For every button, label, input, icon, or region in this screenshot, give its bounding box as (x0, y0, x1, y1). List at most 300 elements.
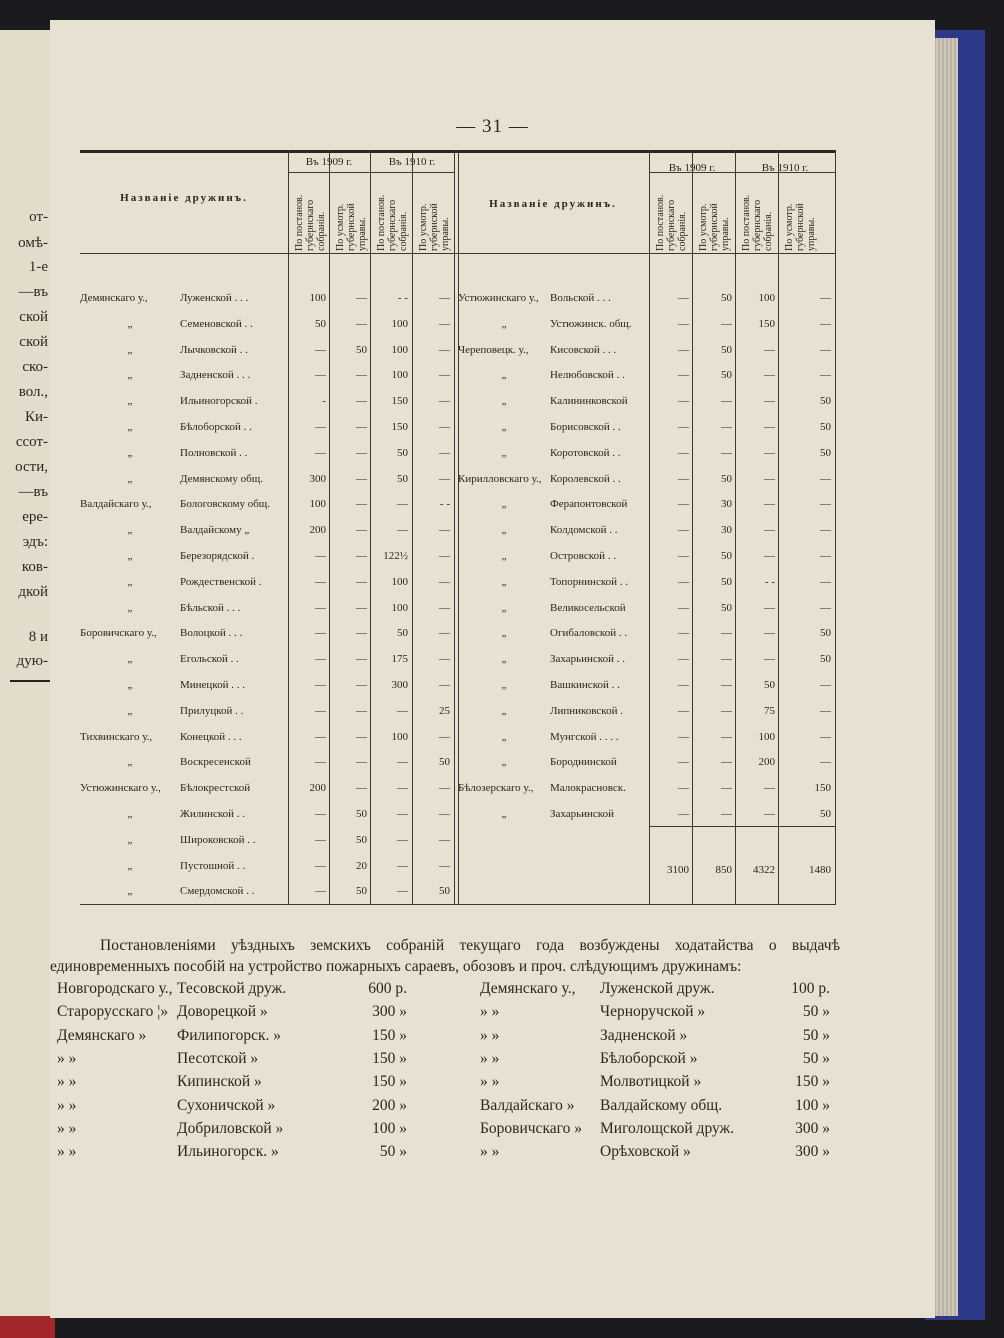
value-cell: — (678, 421, 689, 433)
brigades-table (80, 150, 835, 905)
brigade-name-cell: Рождественской . (180, 575, 262, 588)
value-cell: — (764, 627, 775, 640)
brigade-name-cell: Великосельской (550, 601, 626, 614)
facing-page-fragment: ско- (22, 359, 48, 375)
value-cell: 100 (391, 369, 408, 382)
grant-amount: 100 » (372, 1119, 407, 1137)
district-cell: „ (127, 653, 133, 666)
value-cell: 50 (356, 833, 367, 846)
value-cell: — (315, 627, 326, 640)
brigade-name-cell: Конецкой . . . (180, 730, 242, 743)
grant-brigade: Задненской » (600, 1026, 688, 1044)
value-cell: — (820, 498, 831, 511)
value-cell: — (356, 498, 367, 511)
district-cell: „ (127, 369, 133, 382)
value-cell: — (764, 524, 775, 537)
value-cell: — (439, 446, 450, 459)
grant-amount: 150 » (372, 1049, 407, 1067)
value-cell: — (315, 808, 326, 820)
brigade-name-cell: Островской . . (550, 550, 616, 562)
value-cell: — (356, 575, 367, 588)
grant-amount: 50 » (802, 1026, 830, 1044)
value-cell: — (764, 653, 775, 666)
table-row (80, 653, 835, 678)
value-cell: — (678, 498, 689, 511)
value-cell: — (356, 756, 367, 769)
facing-page-fragment: ской (19, 309, 48, 325)
value-cell: — (820, 679, 831, 691)
facing-page-fragment: ской (19, 334, 48, 350)
facing-page-fragment: омѣ- (18, 235, 48, 251)
district-cell: „ (501, 421, 507, 433)
brigade-name-cell: Борисовской . . (550, 421, 621, 433)
value-cell: — (315, 421, 326, 433)
value-cell: — (678, 395, 689, 408)
value-cell: — (678, 627, 689, 640)
value-cell: 100 (758, 292, 775, 304)
district-cell: „ (501, 653, 507, 666)
value-cell: — (315, 730, 326, 743)
district-cell: „ (501, 550, 507, 562)
brigade-name-cell: Валдайскому „ (180, 524, 250, 537)
brigade-name-cell: Бѣлокрестской (180, 782, 251, 795)
brigade-name-cell: Широковской . . (180, 833, 256, 846)
table-row (80, 627, 835, 652)
grant-brigade: Добриловской » (177, 1119, 284, 1137)
facing-page-fragment: дкой (18, 584, 48, 600)
grant-brigade: Тесовской друж. (177, 980, 287, 997)
value-cell: — (397, 756, 408, 769)
page-number: — 31 — (456, 116, 529, 137)
value-cell: — (439, 292, 450, 304)
brigade-name-cell: Минецкой . . . (180, 679, 245, 691)
value-cell: — (678, 292, 689, 304)
district-cell: „ (127, 472, 133, 485)
facing-page-rule (10, 680, 50, 682)
value-cell: 100 (391, 317, 408, 330)
value-cell: - - (439, 498, 450, 511)
district-cell: „ (127, 575, 133, 588)
value-cell: — (764, 601, 775, 614)
value-cell: — (356, 317, 367, 330)
value-cell: — (356, 395, 367, 408)
year-1910-left: Въ 1910 г. (388, 156, 436, 168)
value-cell: — (439, 575, 450, 588)
value-cell: — (678, 782, 689, 795)
facing-page-red-edge (0, 1316, 55, 1338)
district-cell: „ (127, 395, 133, 408)
column-header: По усмотр. губернской управы. (698, 203, 731, 251)
value-cell: 50 (721, 550, 732, 562)
grant-district: » » (480, 1073, 500, 1091)
district-cell: „ (127, 317, 133, 330)
value-cell: — (356, 782, 367, 795)
value-cell: 50 (820, 653, 831, 666)
grant-district: Демянскаго у., (480, 980, 576, 997)
brigade-name-cell: Коротовской . . (550, 446, 621, 459)
district-cell: „ (501, 808, 507, 820)
table-row (80, 369, 835, 394)
value-cell: — (721, 627, 732, 640)
value-cell: 20 (356, 859, 367, 872)
value-cell: — (764, 808, 775, 820)
brigade-name-cell: Калининковской (550, 395, 628, 408)
district-cell: „ (127, 550, 133, 562)
grant-brigade: Валдайскому общ. (600, 1096, 723, 1114)
value-cell: — (315, 859, 326, 872)
value-cell: — (439, 730, 450, 743)
value-cell: 75 (764, 704, 775, 717)
grant-amount: 100 р. (791, 980, 830, 997)
brigade-name-cell: Кисовской . . . (550, 343, 617, 356)
value-cell: — (764, 782, 775, 795)
value-cell: — (315, 601, 326, 614)
value-cell: 100 (309, 292, 326, 304)
value-cell: 122½ (383, 550, 408, 562)
brigade-name-cell: Огибаловской . . (550, 627, 628, 640)
facing-page-fragment: 8 и (28, 629, 48, 645)
value-cell: — (397, 885, 408, 898)
grant-amount: 200 » (372, 1096, 407, 1114)
value-cell: — (678, 601, 689, 614)
district-cell: Валдайскаго у., (80, 498, 152, 511)
value-cell: — (820, 601, 831, 614)
value-cell: — (721, 808, 732, 820)
value-cell: 50 (764, 679, 775, 691)
value-cell: — (439, 524, 450, 537)
grant-brigade: Сухоничской » (177, 1096, 276, 1114)
value-cell: — (820, 704, 831, 717)
district-cell: Череповецк. у., (458, 343, 529, 356)
value-cell: — (678, 446, 689, 459)
grant-brigade: Бѣлоборской » (600, 1049, 698, 1067)
value-cell: — (820, 550, 831, 562)
brigade-name-cell: Смердомской . . (180, 885, 255, 898)
value-cell: — (820, 524, 831, 537)
brigade-name-cell: Лычковской . . (180, 343, 248, 356)
brigade-name-cell: Прилуцкой . . (180, 704, 244, 717)
value-cell: — (764, 498, 775, 511)
value-cell: — (315, 369, 326, 382)
grant-brigade: Миголощской друж. (600, 1119, 735, 1137)
value-cell: 50 (397, 627, 408, 640)
value-cell: — (356, 730, 367, 743)
value-cell: 100 (391, 730, 408, 743)
total-cell: 4322 (753, 864, 775, 876)
value-cell: — (678, 730, 689, 743)
value-cell: 50 (397, 446, 408, 459)
facing-page-fragment: ссот- (15, 434, 48, 450)
table-row (80, 498, 835, 523)
value-cell: — (439, 627, 450, 640)
value-cell: — (315, 653, 326, 666)
value-cell: — (721, 730, 732, 743)
table-row (80, 395, 835, 420)
value-cell: — (356, 653, 367, 666)
value-cell: 200 (309, 782, 326, 795)
value-cell: — (764, 550, 775, 562)
value-cell: — (439, 601, 450, 614)
grant-district: Новгородскаго у., (57, 980, 173, 997)
value-cell: — (397, 498, 408, 511)
value-cell: — (678, 369, 689, 382)
value-cell: — (315, 756, 326, 769)
value-cell: 100 (391, 575, 408, 588)
brigade-name-cell: Полновской . . (180, 446, 248, 459)
grant-district: Боровичскаго » (480, 1119, 582, 1137)
grant-amount: 100 » (795, 1096, 830, 1114)
value-cell: 150 (814, 782, 831, 795)
district-cell: „ (127, 421, 133, 433)
value-cell: — (721, 704, 732, 717)
value-cell: - - (397, 292, 408, 304)
value-cell: — (356, 679, 367, 691)
facing-page-fragment: Ки- (24, 409, 48, 425)
grant-brigade: Филипогорск. » (177, 1026, 281, 1044)
grant-district: » » (480, 1003, 500, 1021)
district-cell: Устюжинскаго у., (80, 782, 161, 795)
value-cell: — (315, 550, 326, 562)
value-cell: — (356, 524, 367, 537)
district-cell: „ (501, 524, 507, 537)
value-cell: — (678, 524, 689, 537)
grant-amount: 300 » (372, 1003, 407, 1021)
brigade-name-cell: Устюжинск. общ. (550, 317, 632, 330)
table-row (80, 292, 835, 317)
column-header: По постанов. губернскаго собранія. (741, 194, 774, 251)
value-cell: — (315, 575, 326, 588)
brigade-name-cell: Бѣлоборской . . (180, 421, 252, 433)
brigade-name-cell: Ильиногорской . (180, 395, 258, 408)
grant-amount: 600 р. (368, 980, 407, 997)
value-cell: 50 (356, 343, 367, 356)
brigade-name-cell: Семеновской . . (180, 317, 253, 330)
district-cell: Демянскаго у., (80, 292, 148, 304)
value-cell: — (439, 421, 450, 433)
district-cell: „ (127, 446, 133, 459)
value-cell: — (397, 704, 408, 717)
value-cell: 50 (721, 472, 732, 485)
district-cell: „ (127, 704, 133, 717)
district-cell: „ (501, 575, 507, 588)
value-cell: — (678, 575, 689, 588)
table-row (80, 756, 835, 781)
table-row (80, 885, 835, 910)
grant-district: » » (480, 1049, 500, 1067)
grant-district: Демянскаго » (57, 1026, 147, 1044)
value-cell: — (820, 343, 831, 356)
brigade-name-cell: Топорнинской . . (550, 575, 628, 588)
value-cell: — (397, 524, 408, 537)
facing-page-fragment: —въ (18, 284, 48, 300)
district-cell: „ (127, 601, 133, 614)
value-cell: — (439, 859, 450, 872)
value-cell: — (439, 343, 450, 356)
brigade-name-cell: Жилинской . . (180, 808, 246, 820)
value-cell: — (397, 859, 408, 872)
value-cell: — (439, 808, 450, 820)
value-cell: 50 (820, 627, 831, 640)
value-cell: 30 (721, 498, 732, 511)
value-cell: 150 (391, 421, 408, 433)
table-row (80, 782, 835, 807)
value-cell: — (820, 317, 831, 330)
value-cell: - - (764, 575, 775, 588)
grant-brigade: Черноручской » (600, 1003, 706, 1021)
value-cell: — (439, 395, 450, 408)
table-row (80, 344, 835, 369)
value-cell: 50 (721, 369, 732, 382)
value-cell: — (678, 704, 689, 717)
grant-brigade: Ильиногорск. » (177, 1143, 279, 1161)
value-cell: 50 (820, 446, 831, 459)
grant-district: » » (57, 1096, 77, 1114)
brigade-name-cell: Демянскому общ. (180, 472, 263, 485)
table-row (80, 447, 835, 472)
value-cell: — (356, 704, 367, 717)
facing-page-fragment: ере- (22, 509, 48, 525)
district-cell: „ (501, 317, 507, 330)
grant-district: » » (57, 1119, 77, 1137)
district-cell: „ (127, 885, 133, 898)
value-cell: 150 (758, 317, 775, 330)
value-cell: — (439, 472, 450, 485)
value-cell: 100 (309, 498, 326, 511)
grant-brigade: Луженской друж. (600, 980, 715, 997)
value-cell: — (721, 446, 732, 459)
table-row (80, 834, 835, 859)
facing-page-fragment: от- (29, 209, 48, 225)
grant-amount: 50 » (802, 1003, 830, 1021)
table-row (80, 731, 835, 756)
year-underline (288, 172, 454, 173)
value-cell: — (439, 317, 450, 330)
facing-page-fragment: —въ (18, 484, 48, 500)
value-cell: 50 (721, 575, 732, 588)
district-cell: Устюжинскаго у., (458, 292, 539, 304)
value-cell: 50 (315, 317, 326, 330)
total-cell: 3100 (667, 864, 689, 876)
value-cell: 30 (721, 524, 732, 537)
totals-row (80, 864, 835, 889)
value-cell: — (356, 446, 367, 459)
value-cell: — (820, 472, 831, 485)
brigade-name-cell: Захарьинской . . (550, 653, 625, 666)
total-cell: 1480 (809, 864, 831, 876)
grant-amount: 150 » (372, 1073, 407, 1091)
district-cell: „ (127, 808, 133, 820)
table-row (80, 679, 835, 704)
brigade-name-cell: Колдомской . . (550, 524, 618, 537)
table-row (80, 550, 835, 575)
value-cell: — (721, 421, 732, 433)
name-header-left: Названіе дружинъ. (120, 192, 248, 204)
grant-brigade: Доворецкой » (177, 1003, 268, 1021)
district-cell: Тихвинскаго у., (80, 730, 153, 743)
facing-page-fragment: ков- (21, 559, 48, 575)
value-cell: — (315, 343, 326, 356)
district-cell: „ (501, 369, 507, 382)
value-cell: — (439, 679, 450, 691)
district-cell: „ (127, 679, 133, 691)
grant-district: » » (480, 1026, 500, 1044)
column-header: По постанов. губернскаго собранія. (294, 194, 327, 251)
value-cell: 300 (391, 679, 408, 691)
value-cell: — (315, 446, 326, 459)
value-cell: 50 (439, 756, 450, 769)
value-cell: 50 (439, 885, 450, 898)
year-1909-left: Въ 1909 г. (305, 156, 353, 168)
table-row (80, 421, 835, 446)
value-cell: — (315, 704, 326, 717)
district-cell: „ (127, 859, 133, 872)
district-cell: „ (127, 524, 133, 537)
value-cell: — (356, 421, 367, 433)
value-cell: 175 (391, 653, 408, 666)
value-cell: 50 (820, 808, 831, 820)
brigade-name-cell: Луженской . . . (180, 292, 249, 304)
column-header: По усмотр. губернской управы. (784, 203, 817, 251)
district-cell: Бѣлозерскаго у., (458, 782, 534, 795)
value-cell: 100 (758, 730, 775, 743)
brigade-name-cell: Нелюбовской . . (550, 369, 625, 382)
value-cell: — (721, 653, 732, 666)
value-cell: — (356, 550, 367, 562)
table-row (80, 524, 835, 549)
value-cell: — (678, 472, 689, 485)
value-cell: — (315, 885, 326, 898)
value-cell: — (764, 472, 775, 485)
brigade-name-cell: Мунгской . . . . (550, 730, 619, 743)
value-cell: — (678, 653, 689, 666)
value-cell: — (356, 627, 367, 640)
value-cell: 50 (397, 472, 408, 485)
district-cell: „ (501, 704, 507, 717)
value-cell: — (397, 782, 408, 795)
column-rule (835, 150, 836, 905)
brigade-name-cell: Королевской . . (550, 472, 621, 485)
brigade-name-cell: Воскресенской (180, 756, 251, 769)
facing-page-fragment: ости, (15, 459, 48, 475)
district-cell: „ (127, 833, 133, 846)
value-cell: — (678, 808, 689, 820)
value-cell: 50 (721, 292, 732, 304)
value-cell: — (397, 808, 408, 820)
column-header: По усмотр. губернской управы. (418, 203, 451, 251)
value-cell: 50 (820, 395, 831, 408)
grant-amount: 150 » (795, 1073, 830, 1091)
facing-page-fragment: эдъ: (22, 534, 48, 550)
brigade-name-cell: Вашкинской . . (550, 679, 620, 691)
value-cell: 300 (309, 472, 326, 485)
value-cell: — (439, 833, 450, 846)
brigade-name-cell: Бѣльской . . . (180, 601, 241, 614)
facing-page-fragment: дую- (16, 653, 48, 669)
name-header-right: Названіе дружинъ. (489, 198, 617, 210)
value-cell: — (820, 730, 831, 743)
table-row (80, 602, 835, 627)
column-header: По постанов. губернскаго собранія. (376, 194, 409, 251)
grant-district: » » (480, 1143, 500, 1161)
value-cell: — (356, 472, 367, 485)
district-cell: „ (501, 627, 507, 640)
value-cell: — (721, 679, 732, 691)
table-row (80, 705, 835, 730)
value-cell: 50 (721, 601, 732, 614)
value-cell: — (820, 292, 831, 304)
value-cell: 50 (721, 343, 732, 356)
value-cell: 25 (439, 704, 450, 717)
